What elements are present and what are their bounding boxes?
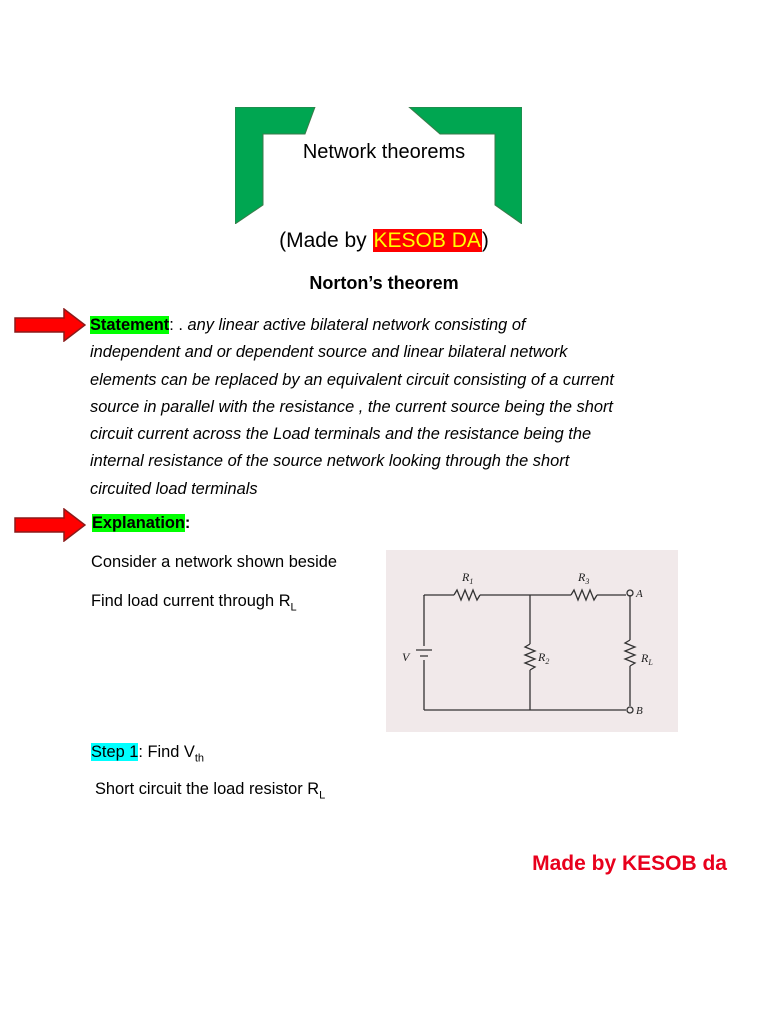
statement-line: independent and or dependent source and linear bilateral network [90, 343, 568, 362]
statement-line: internal resistance of the source network looking through the short [90, 452, 570, 471]
statement-paragraph [90, 312, 690, 503]
section-title: Norton’s theorem [309, 273, 459, 293]
statement-line: source in parallel with the resistance , the current source being the short [90, 397, 613, 416]
title-frame-left-corner [235, 107, 315, 224]
statement-line: circuited load terminals [90, 479, 258, 498]
voltage-label: V [402, 650, 410, 664]
title-frame [235, 107, 522, 224]
footer-signature: Made by KESOB da [532, 852, 727, 875]
r2-label: $R_2$ [538, 650, 550, 666]
find-load-text: Find load current through $R_L$ [91, 592, 297, 614]
document-title: Network theorems [302, 141, 466, 163]
r3-label: $R_3$ [578, 570, 590, 586]
statement-label: Statement [90, 316, 170, 334]
step1-label: Step 1 [91, 743, 139, 761]
terminal-a-label: A [636, 588, 643, 600]
explanation-label: Explanation [92, 514, 185, 532]
statement-line: circuit current across the Load terminals and the resistance being the [90, 425, 592, 444]
title-frame-right-corner [409, 107, 522, 224]
author-line: (Made by KESOB DA) [279, 229, 489, 252]
consider-text: Consider a network shown beside [91, 553, 337, 571]
short-circuit-text: Short circuit the load resistor $R_L$ [95, 780, 326, 802]
right-arrow-icon [14, 508, 86, 542]
circuit-diagram [386, 550, 678, 732]
terminal-b-label: B [636, 705, 643, 717]
rl-label: $R_L$ [641, 651, 653, 667]
r1-label: $R_1$ [462, 570, 474, 586]
explanation-heading: Explanation: [92, 514, 191, 532]
statement-line: elements can be replaced by an equivalent circuit consisting of a current [90, 370, 614, 389]
statement-line: Statement: . any linear active bilateral network consisting of [90, 316, 526, 334]
right-arrow-icon [14, 308, 86, 342]
step1-heading: Step 1: Find $V_{th}$ [91, 743, 205, 765]
author-highlight: KESOB DA [373, 229, 481, 252]
